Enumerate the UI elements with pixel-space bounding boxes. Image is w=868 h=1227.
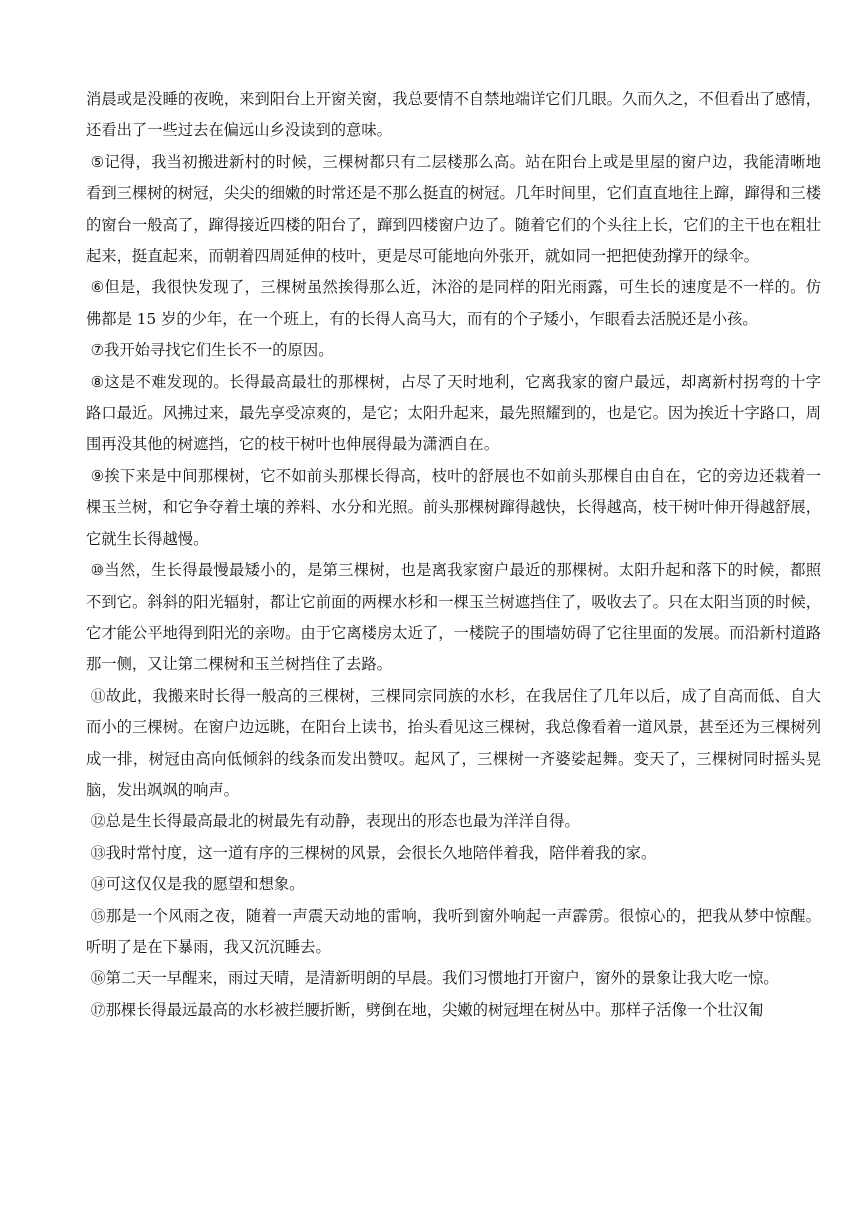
paragraph-text: 我时常忖度，这一道有序的三棵树的风景，会很长久地陪伴着我，陪伴着我的家。 (105, 843, 657, 862)
paragraph-number: ⑯ (90, 969, 106, 988)
paragraph-text: 可这仅仅是我的愿望和想象。 (105, 875, 305, 894)
paragraph-15 (86, 901, 821, 964)
paragraph-13 (86, 838, 821, 869)
paragraph-text: 我开始寻找它们生长不一的原因。 (104, 341, 334, 360)
paragraph-11 (86, 681, 821, 807)
paragraph-5 (86, 147, 821, 273)
paragraph-number: ⑮ (90, 906, 106, 925)
paragraph-text: 记得，我当初搬进新村的时候，三棵树都只有二层楼那么高。站在阳台上或是里屋的窗户边，我能清晰地看到三棵树的树冠，尖尖的细嫩的时常还是不那么挺直的树冠。几年时间里，它们直直地往上蹿，蹿得和三楼的窗台一般高了，蹿得接近四楼的阳台了，蹿到四楼窗户边了。随着它们的个头往上长，它们的主干也在粗壮起来，挺直起来，而朝着四周延伸的枝叶，更是尽可能地向外张开，就如同一把把使劲撑开的绿伞。 (86, 152, 821, 266)
paragraph-text: 当然，生长得最慢最矮小的，是第三棵树，也是离我家窗户最近的那棵树。太阳升起和落下的时候，都照不到它。斜斜的阳光辐射，都让它前面的两棵水杉和一棵玉兰树遮挡住了，吸收去了。只在太阳当顶的时候，它才能公平地得到阳光的亲吻。由于它离楼房太近了，一楼院子的围墙妨碍了它往里面的发展。而沿新村道路那一侧，又让第二棵树和玉兰树挡住了去路。 (86, 561, 821, 674)
paragraph-7 (86, 335, 821, 366)
paragraph-text: 第二天一早醒来，雨过天晴，是清新明朗的早晨。我们习惯地打开窗户，窗外的景象让我大吃一惊。 (105, 969, 779, 988)
document-page (86, 84, 821, 1026)
paragraph-text: 那棵长得最远最高的水杉被拦腰折断，劈倒在地，尖嫩的树冠埋在树丛中。那样子活像一个壮汉匍 (105, 1000, 764, 1019)
paragraph-number: ⑫ (90, 812, 106, 831)
paragraph-text: 挨下来是中间那棵树，它不如前头那棵长得高，枝叶的舒展也不如前头那棵自由自在，它的旁边还栽着一棵玉兰树，和它争夺着土壤的养料、水分和光照。前头那棵树蹿得越快，长得越高，枝干树叶伸开得越舒展，它就生长得越慢。 (86, 466, 821, 548)
paragraph-14 (86, 869, 821, 900)
paragraph-number: ⑧ (90, 372, 105, 391)
paragraph-number: ⑭ (90, 875, 106, 894)
paragraph-16 (86, 963, 821, 994)
paragraph-number: ⑥ (90, 278, 105, 297)
paragraph-text: 消晨或是没睡的夜晚，来到阳台上开窗关窗，我总要情不自禁地端详它们几眼。久而久之，不但看出了感情，还看出了一些过去在偏远山乡没读到的意味。 (86, 90, 821, 140)
paragraph-number: ⑦ (90, 341, 105, 360)
paragraph-number: ⑩ (90, 561, 105, 580)
paragraph-continuation (86, 84, 821, 147)
paragraph-text: 那是一个风雨之夜，随着一声震天动地的雷响，我听到窗外响起一声霹雳。很惊心的，把我从梦中惊醒。听明了是在下暴雨，我又沉沉睡去。 (86, 906, 821, 956)
paragraph-text: 但是，我很快发现了，三棵树虽然挨得那么近，沐浴的是同样的阳光雨露，可生长的速度是不一样的。仿佛都是 15 岁的少年，在一个班上，有的长得人高马大，而有的个子矮小，乍眼看去活脱还是小孩。 (86, 278, 821, 328)
paragraph-number: ⑪ (90, 686, 106, 705)
paragraph-number: ⑤ (90, 152, 105, 171)
paragraph-number: ⑬ (90, 843, 106, 862)
paragraph-text: 这是不难发现的。长得最高最壮的那棵树，占尽了天时地利，它离我家的窗户最远，却离新村拐弯的十字路口最近。风拂过来，最先享受凉爽的，是它；太阳升起来，最先照耀到的，也是它。因为挨近十字路口，周围再没其他的树遮挡，它的枝干树叶也伸展得最为潇洒自在。 (86, 372, 821, 454)
paragraph-6 (86, 272, 821, 335)
paragraph-10 (86, 555, 821, 681)
paragraph-number: ⑨ (90, 466, 105, 485)
paragraph-number: ⑰ (90, 1000, 106, 1019)
paragraph-text: 总是生长得最高最北的树最先有动静，表现出的形态也最为洋洋自得。 (105, 812, 580, 831)
paragraph-17 (86, 995, 821, 1026)
paragraph-9 (86, 461, 821, 555)
paragraph-12 (86, 806, 821, 837)
paragraph-8 (86, 367, 821, 461)
paragraph-text: 故此，我搬来时长得一般高的三棵树，三棵同宗同族的水杉，在我居住了几年以后，成了自高而低、自大而小的三棵树。在窗户边远眺，在阳台上读书，抬头看见这三棵树，我总像看着一道风景，甚至还为三棵树列成一排，树冠由高向低倾斜的线条而发出赞叹。起风了，三棵树一齐婆娑起舞。变天了，三棵树同时摇头晃脑，发出飒飒的响声。 (86, 686, 821, 799)
